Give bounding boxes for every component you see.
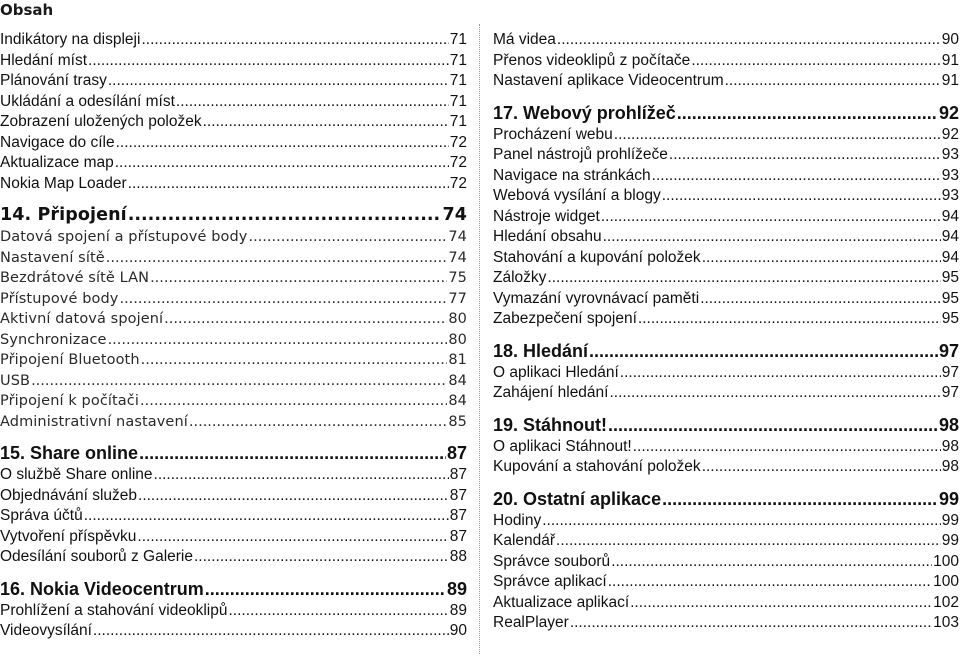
dot-leader: [228, 601, 448, 621]
entry-label: Správce souborů: [493, 552, 611, 570]
page-number: 95: [941, 310, 959, 327]
page-number: 80: [448, 331, 467, 348]
toc-entry[interactable]: [493, 248, 959, 269]
entry-label: Vytvoření příspěvku: [0, 527, 137, 545]
dot-leader: [638, 309, 941, 329]
toc-entry[interactable]: [0, 465, 467, 486]
toc-entry[interactable]: [0, 248, 467, 269]
toc-entry[interactable]: [0, 227, 467, 248]
toc-entry[interactable]: [493, 572, 959, 593]
entry-label: Nastavení aplikace Videocentrum: [493, 72, 724, 89]
dot-leader: [164, 309, 447, 329]
dot-leader: [140, 391, 447, 411]
toc-entry[interactable]: [493, 457, 959, 478]
toc-section: [0, 441, 467, 568]
dot-leader: [547, 268, 940, 288]
toc-chapter-heading[interactable]: [493, 101, 959, 125]
toc-entry[interactable]: [493, 363, 959, 384]
page-number: 97: [938, 340, 959, 361]
dot-leader: [700, 289, 941, 309]
entry-label: Procházení webu: [493, 125, 613, 143]
page-number: 94: [941, 228, 959, 245]
toc-entry[interactable]: [0, 309, 467, 330]
page-number: 71: [449, 113, 467, 130]
toc-chapter-heading[interactable]: [493, 487, 959, 511]
entry-label: Aktualizace aplikací: [493, 593, 630, 611]
entry-label: Hledání obsahu: [493, 228, 602, 245]
toc-section: [493, 101, 959, 330]
page-number: 91: [941, 72, 959, 89]
toc-section: [493, 30, 959, 92]
page-number: 75: [448, 270, 467, 286]
toc-entry[interactable]: [0, 330, 467, 351]
dot-leader: [630, 593, 932, 613]
toc-entry[interactable]: [0, 621, 467, 642]
toc-section: [493, 339, 959, 404]
dot-leader: [608, 413, 938, 437]
toc-entry[interactable]: [493, 145, 959, 166]
toc-section: [493, 487, 959, 634]
entry-label: Přístupové body: [0, 290, 119, 307]
entry-label: Webová vysílání a blogy: [493, 187, 661, 204]
toc-entry[interactable]: [0, 601, 467, 622]
toc-chapter-heading[interactable]: [0, 441, 467, 465]
entry-label: Stahování a kupování položek: [493, 248, 701, 266]
toc-entry[interactable]: [493, 289, 959, 310]
page-number: 98: [941, 458, 959, 475]
page-number: 89: [449, 601, 467, 619]
dot-leader: [652, 166, 941, 186]
page-number: 87: [449, 507, 467, 524]
entry-label: Hledání míst: [0, 51, 88, 69]
entry-label: Nokia Map Loader: [0, 174, 127, 192]
toc-entry[interactable]: [0, 289, 467, 310]
toc-entry[interactable]: [0, 30, 467, 51]
toc-entry[interactable]: [0, 391, 467, 412]
page-number: 90: [449, 622, 467, 639]
dot-leader: [205, 577, 446, 601]
toc-entry[interactable]: [0, 527, 467, 548]
entry-label: Zahájení hledání: [493, 384, 609, 401]
dot-leader: [119, 289, 447, 309]
page-number: 91: [941, 51, 959, 69]
entry-label: Vymazání vyrovnávací paměti: [493, 289, 700, 307]
entry-label: Panel nástrojů prohlížeče: [493, 146, 668, 163]
entry-label: Navigace do cíle: [0, 133, 115, 151]
toc-entry[interactable]: [493, 166, 959, 187]
toc-section: [0, 577, 467, 642]
page-number: 99: [941, 511, 959, 529]
toc-entry[interactable]: [0, 153, 467, 174]
page-number: 99: [941, 532, 959, 549]
toc-left-column: [0, 30, 467, 651]
dot-leader: [138, 486, 449, 506]
entry-label: O službě Share online: [0, 466, 153, 483]
entry-label: Má videa: [493, 31, 556, 48]
page-number: 72: [449, 154, 467, 171]
toc-right-column: [493, 30, 959, 643]
entry-label: Záložky: [493, 269, 547, 286]
toc-section: [0, 30, 467, 194]
chapter-title: 20. Ostatní aplikace: [493, 488, 662, 509]
dot-leader: [608, 572, 932, 592]
dot-leader: [108, 330, 448, 350]
entry-label: Nastavení sítě: [0, 249, 105, 266]
page-number: 93: [941, 166, 959, 184]
page-number: 72: [449, 133, 467, 151]
page-number: 99: [938, 488, 959, 509]
dot-leader: [116, 133, 449, 153]
dot-leader: [128, 174, 449, 194]
dot-leader: [614, 125, 941, 145]
toc-entry[interactable]: [0, 92, 467, 113]
chapter-title: 14. Připojení: [0, 205, 127, 225]
page-number: 93: [941, 187, 959, 204]
toc-entry[interactable]: [493, 531, 959, 552]
page-number: 92: [938, 102, 959, 123]
dot-leader: [154, 465, 449, 485]
dot-leader: [31, 371, 447, 391]
dot-leader: [620, 363, 941, 383]
entry-label: Kupování a stahování položek: [493, 458, 701, 475]
chapter-title: 19. Stáhnout!: [493, 414, 608, 435]
page-number: 100: [933, 573, 959, 590]
dot-leader: [601, 207, 941, 227]
dot-leader: [542, 511, 941, 531]
dot-leader: [556, 531, 941, 551]
toc-entry[interactable]: [0, 112, 467, 133]
page-number: 80: [448, 311, 467, 327]
dot-leader: [141, 30, 448, 50]
entry-label: Indikátory na displeji: [0, 31, 141, 48]
entry-label: Hodiny: [493, 511, 542, 529]
entry-label: Přenos videoklipů z počítače: [493, 51, 691, 69]
dot-leader: [702, 457, 941, 477]
page-number: 97: [941, 363, 959, 381]
dot-leader: [176, 92, 449, 112]
toc-entry[interactable]: [0, 71, 467, 92]
page-number: 95: [941, 289, 959, 307]
entry-label: Kalendář: [493, 532, 556, 549]
chapter-title: 18. Hledání: [493, 340, 589, 361]
entry-label: RealPlayer: [493, 614, 569, 631]
dot-leader: [633, 437, 941, 457]
entry-label: Administrativní nastavení: [0, 413, 188, 430]
toc-entry[interactable]: [0, 412, 467, 433]
entry-label: Zabezpečení spojení: [493, 310, 637, 327]
toc-entry[interactable]: [493, 186, 959, 207]
entry-label: Prohlížení a stahování videoklipů: [0, 601, 228, 619]
dot-leader: [128, 203, 442, 227]
dot-leader: [691, 51, 940, 71]
page-number: 94: [941, 248, 959, 266]
chapter-title: 17. Webový prohlížeč: [493, 102, 676, 123]
dot-leader: [662, 487, 938, 511]
entry-label: O aplikaci Stáhnout!: [493, 437, 632, 455]
entry-label: Bezdrátové sítě LAN: [0, 270, 150, 286]
dot-leader: [557, 30, 941, 50]
column-divider: [479, 24, 480, 654]
page-number: 93: [941, 146, 959, 163]
toc-chapter-heading[interactable]: [493, 413, 959, 437]
toc-entry[interactable]: [493, 593, 959, 614]
toc-chapter-heading[interactable]: [493, 339, 959, 363]
entry-label: Datová spojení a přístupové body: [0, 229, 248, 245]
page-number: 98: [938, 414, 959, 435]
dot-leader: [93, 621, 449, 641]
dot-leader: [669, 145, 941, 165]
entry-label: Nástroje widget: [493, 207, 600, 225]
page-number: 71: [449, 72, 467, 89]
page-number: 84: [448, 372, 467, 389]
entry-label: Ukládání a odesílání míst: [0, 92, 175, 110]
entry-label: Připojení Bluetooth: [0, 352, 140, 368]
toc-entry[interactable]: [0, 486, 467, 507]
dot-leader: [139, 441, 446, 465]
dot-leader: [137, 527, 448, 547]
dot-leader: [609, 383, 940, 403]
page-number: 71: [449, 92, 467, 110]
page-number: 90: [941, 31, 959, 48]
toc-entry[interactable]: [0, 51, 467, 72]
page-number: 85: [448, 413, 467, 430]
entry-label: O aplikaci Hledání: [493, 363, 619, 381]
entry-label: Plánování trasy: [0, 72, 107, 89]
toc-entry[interactable]: [0, 547, 467, 568]
toc-entry[interactable]: [493, 437, 959, 458]
page-number: 89: [446, 578, 467, 599]
page-number: 95: [941, 269, 959, 286]
dot-leader: [84, 506, 449, 526]
dot-leader: [570, 613, 932, 633]
toc-entry[interactable]: [493, 309, 959, 330]
page-number: 71: [449, 31, 467, 48]
page-title: Obsah: [0, 1, 54, 19]
toc-entry[interactable]: [493, 30, 959, 51]
page-number: 74: [448, 249, 467, 266]
entry-label: Správa účtů: [0, 507, 83, 524]
toc-entry[interactable]: [493, 227, 959, 248]
page-number: 100: [933, 552, 959, 570]
toc-entry[interactable]: [493, 207, 959, 228]
dot-leader: [189, 412, 447, 432]
toc-entry[interactable]: [493, 383, 959, 404]
page-number: 94: [941, 207, 959, 225]
page-number: 74: [448, 229, 467, 245]
chapter-title: 16. Nokia Videocentrum: [0, 578, 204, 599]
page-number: 88: [449, 548, 467, 565]
page-number: 87: [446, 443, 467, 463]
toc-entry[interactable]: [493, 125, 959, 146]
page-number: 87: [449, 486, 467, 504]
page-number: 98: [941, 437, 959, 455]
toc-entry[interactable]: [493, 71, 959, 92]
dot-leader: [115, 153, 449, 173]
toc-entry[interactable]: [493, 511, 959, 532]
toc-entry[interactable]: [0, 268, 467, 289]
entry-label: Zobrazení uložených položek: [0, 113, 202, 130]
page-number: 72: [449, 174, 467, 192]
toc-entry[interactable]: [0, 506, 467, 527]
dot-leader: [702, 248, 941, 268]
toc-chapter-heading[interactable]: [0, 577, 467, 601]
toc-entry[interactable]: [0, 371, 467, 392]
entry-label: Synchronizace: [0, 331, 107, 348]
dot-leader: [203, 112, 449, 132]
dot-leader: [611, 552, 932, 572]
toc-section: [0, 203, 467, 432]
page-number: 92: [941, 125, 959, 143]
dot-leader: [141, 350, 448, 370]
entry-label: Videovysílání: [0, 622, 92, 639]
entry-label: Odesílání souborů z Galerie: [0, 548, 193, 565]
dot-leader: [662, 186, 941, 206]
dot-leader: [725, 71, 941, 91]
dot-leader: [106, 248, 448, 268]
entry-label: Navigace na stránkách: [493, 166, 651, 184]
toc-entry[interactable]: [0, 350, 467, 371]
page-number: 97: [941, 384, 959, 401]
toc-entry[interactable]: [493, 268, 959, 289]
dot-leader: [248, 227, 447, 247]
entry-label: Objednávání služeb: [0, 486, 138, 504]
entry-label: USB: [0, 372, 31, 389]
dot-leader: [194, 547, 449, 567]
dot-leader: [108, 71, 449, 91]
toc-entry[interactable]: [493, 552, 959, 573]
page-number: 103: [933, 614, 959, 631]
page-number: 102: [933, 593, 959, 611]
entry-label: Správce aplikací: [493, 573, 607, 590]
toc-entry[interactable]: [493, 613, 959, 634]
page-number: 87: [449, 466, 467, 483]
toc-chapter-heading[interactable]: [0, 203, 467, 227]
entry-label: Aktivní datová spojení: [0, 311, 164, 327]
dot-leader: [677, 101, 938, 125]
entry-label: Připojení k počítači: [0, 393, 139, 409]
toc-entry[interactable]: [493, 51, 959, 72]
toc-entry[interactable]: [0, 174, 467, 195]
page-number: 84: [448, 393, 467, 409]
dot-leader: [589, 339, 938, 363]
page-number: 87: [449, 527, 467, 545]
page-number: 74: [442, 205, 467, 225]
entry-label: Aktualizace map: [0, 154, 114, 171]
toc-section: [493, 413, 959, 478]
page-number: 71: [449, 51, 467, 69]
toc-entry[interactable]: [0, 133, 467, 154]
page-number: 77: [448, 290, 467, 307]
dot-leader: [603, 227, 941, 247]
dot-leader: [88, 51, 449, 71]
chapter-title: 15. Share online: [0, 443, 139, 463]
page-number: 81: [448, 352, 467, 368]
dot-leader: [150, 268, 447, 288]
